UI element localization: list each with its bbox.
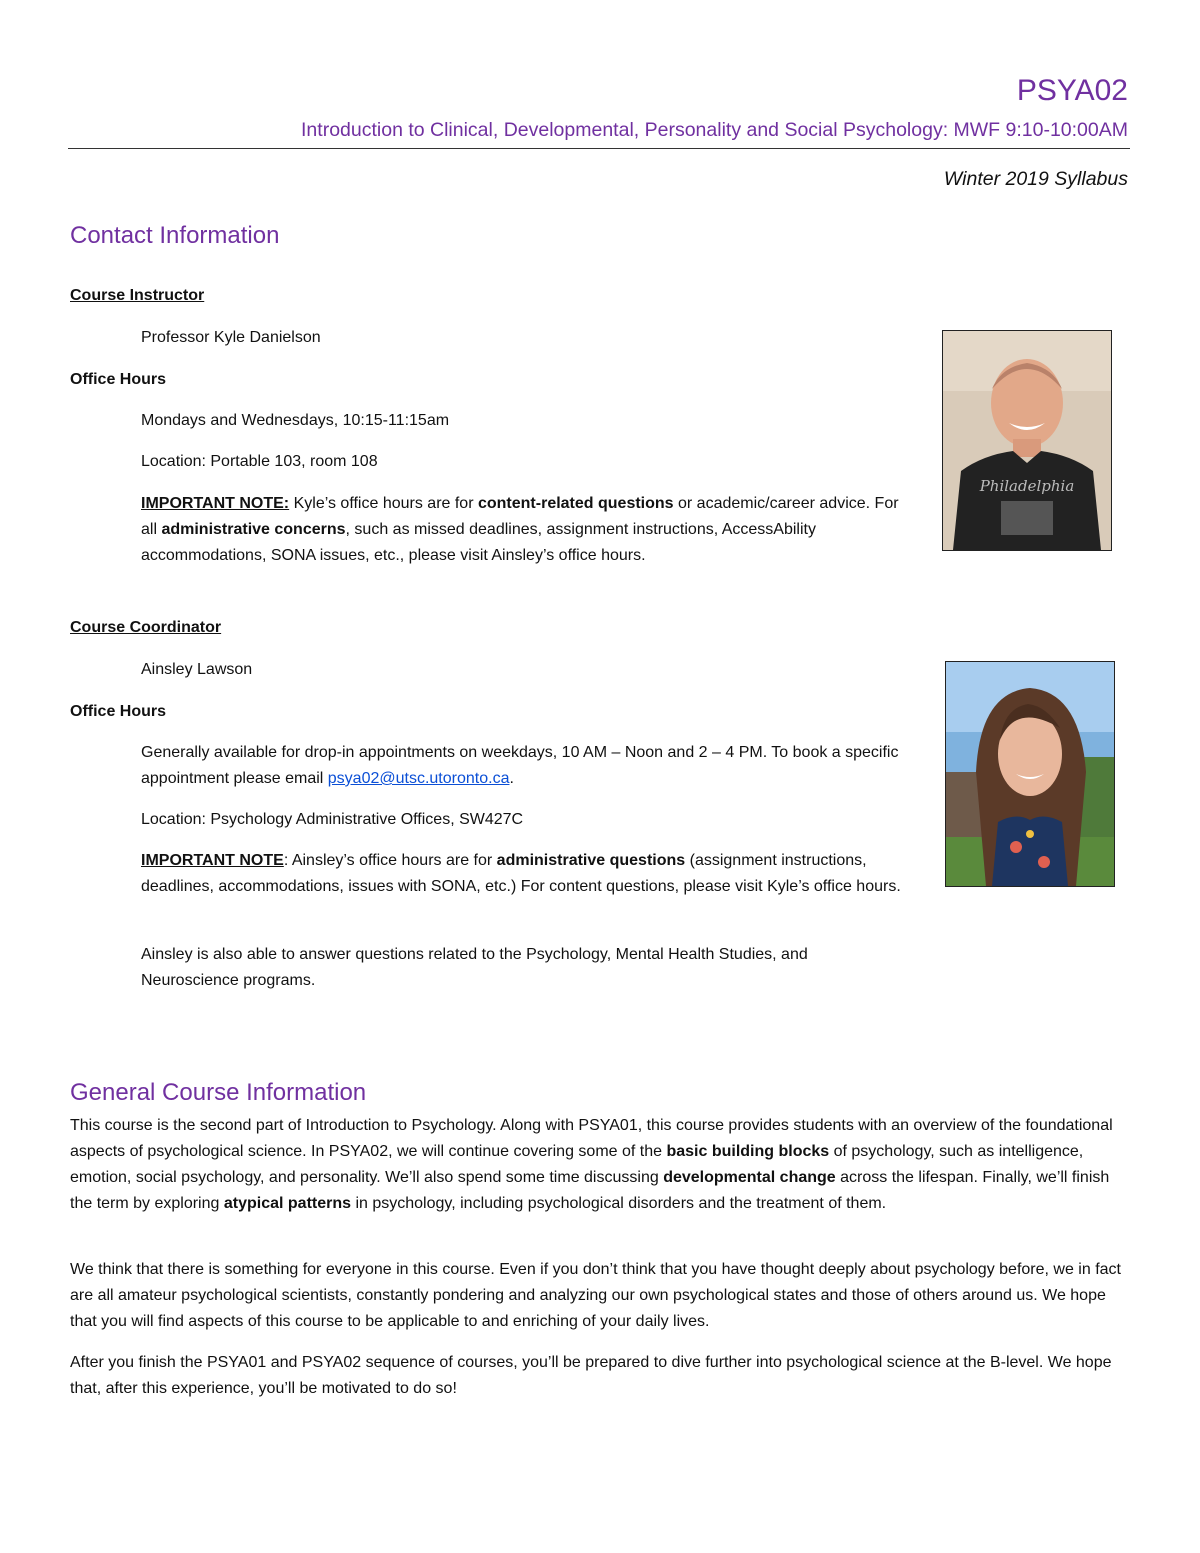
general-paragraph-1: This course is the second part of Introduction to Psychology. Along with PSYA01, this course provides students with an overview of the foundational aspects of psychological science. In PSYA02, we will continue covering some of the basic building blocks of psychology, such as intelligence, emotion, social psychology, and personality. We’ll also spend some time discussing developmental change across the lifespan. Finally, we’ll finish the term by exploring atypical patterns in psychology, including psychological disorders and the treatment of them. (70, 1117, 1113, 1212)
coordinator-name: Ainsley Lawson (141, 661, 253, 678)
general-heading: General Course Information (70, 1079, 367, 1106)
instructor-location: Location: Portable 103, room 108 (141, 453, 378, 470)
instructor-photo (942, 330, 1112, 551)
course-title: Introduction to Clinical, Developmental, Personality and Social Psychology: MWF 9:10-10:00AM (301, 119, 1128, 141)
instructor-heading: Course Instructor (70, 287, 205, 304)
term-label: Winter 2019 Syllabus (943, 168, 1128, 190)
coordinator-availability: Generally available for drop-in appointments on weekdays, 10 AM – Noon and 2 – 4 PM. To book a specific appointment please email psya02@utsc.utoronto.ca. (141, 744, 899, 787)
coordinator-note-label: IMPORTANT NOTE (141, 852, 284, 869)
course-code: PSYA02 (1016, 74, 1128, 107)
coordinator-office-hours-label: Office Hours (70, 703, 167, 720)
instructor-note: IMPORTANT NOTE: Kyle’s office hours are for content-related questions or academic/career advice. For all administrative concerns, such as missed deadlines, assignment instructions, AccessAbility accommodations, SONA issues, etc., please visit Ainsley’s office hours. (141, 495, 899, 564)
instructor-office-hours-label: Office Hours (70, 371, 167, 388)
coordinator-location: Location: Psychology Administrative Offices, SW427C (141, 811, 524, 828)
coordinator-extra: Ainsley is also able to answer questions related to the Psychology, Mental Health Studies, and Neuroscience programs. (141, 946, 808, 989)
shirt-text: Philadelphia (979, 477, 1075, 495)
instructor-note-label: IMPORTANT NOTE: (141, 495, 290, 512)
header-rule (68, 148, 1130, 149)
coordinator-email-link[interactable]: psya02@utsc.utoronto.ca (327, 770, 510, 787)
contact-heading: Contact Information (70, 222, 280, 249)
general-paragraph-2: We think that there is something for everyone in this course. Even if you don’t think that you have thought deeply about psychology before, we in fact are all amateur psychological scientists, constantly pondering and analyzing our own psychological states and those of others around us. We hope that you will find aspects of this course to be applicable to and enriching of your daily lives. (70, 1261, 1121, 1330)
instructor-hours: Mondays and Wednesdays, 10:15-11:15am (141, 412, 450, 429)
coordinator-photo (945, 661, 1115, 887)
coordinator-heading: Course Coordinator (70, 619, 222, 636)
general-paragraph-3: After you finish the PSYA01 and PSYA02 sequence of courses, you’ll be prepared to dive further into psychological science at the B-level. We hope that, after this experience, you’ll be motivated to do so! (70, 1354, 1112, 1397)
instructor-name: Professor Kyle Danielson (141, 329, 321, 346)
coordinator-note: IMPORTANT NOTE: Ainsley’s office hours are for administrative questions (assignment instructions, deadlines, accommodations, issues with SONA, etc.) For content questions, please visit Kyle’s office hours. (141, 852, 901, 895)
